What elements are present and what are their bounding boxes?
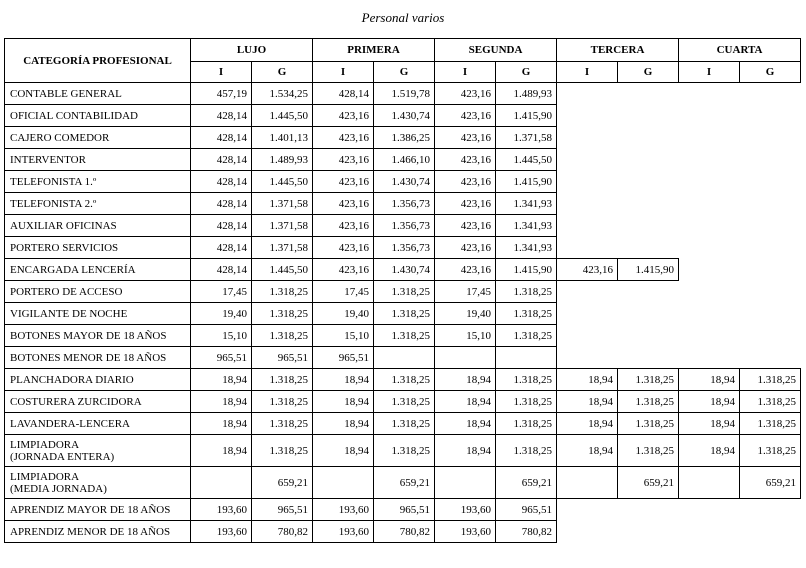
- category-label: PORTERO SERVICIOS: [10, 241, 119, 254]
- category-cell: [5, 521, 191, 543]
- header-group-cuarta: CUARTA: [679, 39, 801, 62]
- category-label: TELEFONISTA 2.º: [10, 197, 97, 210]
- category-cell: [5, 193, 191, 215]
- category-label: PLANCHADORA DIARIO: [10, 373, 134, 386]
- value-cell: [435, 347, 496, 369]
- value-cell: 193,60: [191, 499, 252, 521]
- value-cell: 1.318,25: [252, 369, 313, 391]
- value-cell: 423,16: [313, 149, 374, 171]
- category-label: LIMPIADORA: [10, 438, 80, 451]
- value-cell: 1.371,58: [252, 237, 313, 259]
- value-cell: 1.318,25: [496, 413, 557, 435]
- value-cell: 1.445,50: [496, 149, 557, 171]
- category-cell: [5, 325, 191, 347]
- value-cell: 18,94: [435, 413, 496, 435]
- empty-region: [557, 215, 801, 237]
- value-cell: 423,16: [435, 83, 496, 105]
- value-cell: 1.318,25: [496, 369, 557, 391]
- category-label: BOTONES MENOR DE 18 AÑOS: [10, 351, 167, 364]
- value-cell: 18,94: [435, 391, 496, 413]
- category-label: VIGILANTE DE NOCHE: [10, 307, 128, 320]
- table-row: [5, 215, 801, 237]
- category-cell: [5, 127, 191, 149]
- value-cell: 659,21: [496, 467, 557, 499]
- table-row: [5, 391, 801, 413]
- value-cell: 1.445,50: [252, 171, 313, 193]
- value-cell: 1.415,90: [496, 105, 557, 127]
- table-row: [5, 105, 801, 127]
- category-label: LAVANDERA-LENCERA: [10, 417, 130, 430]
- value-cell: 1.430,74: [374, 171, 435, 193]
- value-cell: [557, 467, 618, 499]
- value-cell: 1.371,58: [252, 215, 313, 237]
- value-cell: 1.318,25: [252, 281, 313, 303]
- value-cell: 1.318,25: [618, 413, 679, 435]
- value-cell: 1.371,58: [496, 127, 557, 149]
- value-cell: 428,14: [191, 237, 252, 259]
- value-cell: 1.356,73: [374, 193, 435, 215]
- value-cell: [679, 467, 740, 499]
- value-cell: 193,60: [313, 499, 374, 521]
- value-cell: 17,45: [435, 281, 496, 303]
- value-cell: 1.318,25: [374, 413, 435, 435]
- value-cell: 457,19: [191, 83, 252, 105]
- table-row: [5, 237, 801, 259]
- empty-region: [557, 193, 801, 215]
- value-cell: 423,16: [435, 193, 496, 215]
- value-cell: 18,94: [313, 369, 374, 391]
- header-group-primera: PRIMERA: [313, 39, 435, 62]
- category-cell: [5, 435, 191, 467]
- value-cell: [496, 347, 557, 369]
- table-row: [5, 467, 801, 499]
- value-cell: 1.318,25: [252, 413, 313, 435]
- value-cell: 423,16: [435, 105, 496, 127]
- value-cell: 965,51: [374, 499, 435, 521]
- value-cell: 18,94: [679, 435, 740, 467]
- table-row: [5, 499, 801, 521]
- value-cell: 18,94: [557, 391, 618, 413]
- value-cell: 423,16: [557, 259, 618, 281]
- value-cell: 1.318,25: [374, 435, 435, 467]
- category-cell: [5, 413, 191, 435]
- empty-region: [557, 237, 801, 259]
- value-cell: 18,94: [191, 391, 252, 413]
- value-cell: 18,94: [679, 369, 740, 391]
- value-cell: 428,14: [191, 127, 252, 149]
- value-cell: 15,10: [191, 325, 252, 347]
- table-row: [5, 435, 801, 467]
- category-cell: [5, 105, 191, 127]
- value-cell: 18,94: [313, 435, 374, 467]
- value-cell: 19,40: [191, 303, 252, 325]
- value-cell: 1.318,25: [374, 281, 435, 303]
- value-cell: 428,14: [191, 259, 252, 281]
- subheader-g: G: [740, 62, 801, 83]
- category-label: (JORNADA ENTERA): [10, 450, 115, 463]
- category-cell: [5, 259, 191, 281]
- category-label: LIMPIADORA: [10, 470, 80, 483]
- category-label: CAJERO COMEDOR: [10, 131, 110, 144]
- value-cell: 428,14: [191, 193, 252, 215]
- value-cell: 1.318,25: [618, 369, 679, 391]
- value-cell: 18,94: [313, 391, 374, 413]
- table-row: [5, 171, 801, 193]
- header-group-tercera: TERCERA: [557, 39, 679, 62]
- value-cell: [435, 467, 496, 499]
- value-cell: 1.445,50: [252, 105, 313, 127]
- value-cell: 1.318,25: [740, 413, 801, 435]
- table-row: [5, 193, 801, 215]
- value-cell: 423,16: [313, 171, 374, 193]
- empty-region: [557, 347, 801, 369]
- value-cell: 18,94: [191, 413, 252, 435]
- value-cell: 965,51: [252, 499, 313, 521]
- table-row: [5, 347, 801, 369]
- value-cell: 1.318,25: [740, 435, 801, 467]
- category-cell: [5, 303, 191, 325]
- value-cell: 1.318,25: [496, 303, 557, 325]
- value-cell: 1.356,73: [374, 237, 435, 259]
- subheader-i: I: [679, 62, 740, 83]
- subheader-i: I: [557, 62, 618, 83]
- table-caption: Personal varios: [361, 10, 445, 25]
- value-cell: 423,16: [435, 171, 496, 193]
- table-row: [5, 521, 801, 543]
- category-label: AUXILIAR OFICINAS: [10, 219, 117, 232]
- value-cell: 193,60: [313, 521, 374, 543]
- value-cell: [191, 467, 252, 499]
- category-label: APRENDIZ MAYOR DE 18 AÑOS: [10, 503, 171, 516]
- table-row: [5, 259, 801, 281]
- empty-region: [557, 499, 801, 521]
- value-cell: 1.318,25: [496, 435, 557, 467]
- empty-region: [557, 127, 801, 149]
- table-row: [5, 303, 801, 325]
- salary-table: [4, 38, 801, 543]
- value-cell: 423,16: [313, 105, 374, 127]
- value-cell: 428,14: [191, 171, 252, 193]
- empty-region: [557, 281, 801, 303]
- category-label: CONTABLE GENERAL: [10, 87, 122, 100]
- value-cell: 1.318,25: [740, 369, 801, 391]
- category-label: COSTURERA ZURCIDORA: [10, 395, 142, 408]
- value-cell: 1.318,25: [374, 369, 435, 391]
- value-cell: 428,14: [191, 105, 252, 127]
- subheader-i: I: [191, 62, 252, 83]
- value-cell: 423,16: [313, 193, 374, 215]
- value-cell: 1.430,74: [374, 105, 435, 127]
- value-cell: 1.534,25: [252, 83, 313, 105]
- value-cell: 423,16: [435, 215, 496, 237]
- table-row: [5, 325, 801, 347]
- value-cell: 1.318,25: [252, 325, 313, 347]
- category-cell: [5, 369, 191, 391]
- table-body: [5, 83, 801, 543]
- category-label: TELEFONISTA 1.º: [10, 175, 97, 188]
- empty-region: [557, 83, 801, 105]
- table-row: [5, 127, 801, 149]
- empty-region: [557, 303, 801, 325]
- value-cell: 1.341,93: [496, 237, 557, 259]
- value-cell: 965,51: [252, 347, 313, 369]
- value-cell: 18,94: [557, 413, 618, 435]
- empty-region: [557, 325, 801, 347]
- subheader-g: G: [496, 62, 557, 83]
- value-cell: 18,94: [313, 413, 374, 435]
- value-cell: 18,94: [435, 435, 496, 467]
- header-group-segunda: SEGUNDA: [435, 39, 557, 62]
- value-cell: 1.415,90: [496, 171, 557, 193]
- table-row: [5, 83, 801, 105]
- subheader-g: G: [252, 62, 313, 83]
- value-cell: 423,16: [435, 149, 496, 171]
- category-cell: [5, 149, 191, 171]
- value-cell: 659,21: [618, 467, 679, 499]
- value-cell: 1.318,25: [374, 325, 435, 347]
- value-cell: 423,16: [313, 215, 374, 237]
- value-cell: 428,14: [313, 83, 374, 105]
- table-row: [5, 281, 801, 303]
- category-label: BOTONES MAYOR DE 18 AÑOS: [10, 329, 167, 342]
- value-cell: 1.318,25: [252, 435, 313, 467]
- category-cell: [5, 237, 191, 259]
- value-cell: 428,14: [191, 215, 252, 237]
- subheader-g: G: [618, 62, 679, 83]
- value-cell: 965,51: [313, 347, 374, 369]
- value-cell: 1.318,25: [740, 391, 801, 413]
- value-cell: 1.318,25: [618, 391, 679, 413]
- value-cell: 1.489,93: [496, 83, 557, 105]
- value-cell: 1.318,25: [618, 435, 679, 467]
- table-row: [5, 149, 801, 171]
- value-cell: 18,94: [191, 369, 252, 391]
- category-label: APRENDIZ MENOR DE 18 AÑOS: [10, 525, 171, 538]
- value-cell: 1.401,13: [252, 127, 313, 149]
- value-cell: 1.318,25: [496, 281, 557, 303]
- value-cell: 193,60: [191, 521, 252, 543]
- value-cell: 18,94: [557, 369, 618, 391]
- value-cell: 423,16: [435, 127, 496, 149]
- value-cell: 965,51: [496, 499, 557, 521]
- value-cell: 1.318,25: [374, 391, 435, 413]
- value-cell: 423,16: [435, 237, 496, 259]
- value-cell: 965,51: [191, 347, 252, 369]
- value-cell: 1.341,93: [496, 193, 557, 215]
- value-cell: 659,21: [374, 467, 435, 499]
- value-cell: 18,94: [191, 435, 252, 467]
- category-label: PORTERO DE ACCESO: [10, 285, 123, 298]
- table-row: [5, 413, 801, 435]
- value-cell: 1.318,25: [374, 303, 435, 325]
- subheader-g: G: [374, 62, 435, 83]
- category-label: (MEDIA JORNADA): [10, 482, 107, 495]
- value-cell: 780,82: [374, 521, 435, 543]
- value-cell: 1.519,78: [374, 83, 435, 105]
- empty-region: [557, 105, 801, 127]
- header-category: CATEGORÍA PROFESIONAL: [5, 39, 191, 83]
- value-cell: 1.386,25: [374, 127, 435, 149]
- value-cell: 1.415,90: [618, 259, 679, 281]
- value-cell: 193,60: [435, 499, 496, 521]
- subheader-i: I: [435, 62, 496, 83]
- category-label: INTERVENTOR: [10, 153, 86, 166]
- value-cell: 17,45: [191, 281, 252, 303]
- category-cell: [5, 83, 191, 105]
- value-cell: 428,14: [191, 149, 252, 171]
- subheader-i: I: [313, 62, 374, 83]
- value-cell: 193,60: [435, 521, 496, 543]
- value-cell: 1.318,25: [252, 391, 313, 413]
- value-cell: 1.466,10: [374, 149, 435, 171]
- value-cell: 780,82: [496, 521, 557, 543]
- category-cell: [5, 347, 191, 369]
- value-cell: 19,40: [313, 303, 374, 325]
- value-cell: 659,21: [740, 467, 801, 499]
- value-cell: 1.356,73: [374, 215, 435, 237]
- category-label: ENCARGADA LENCERÍA: [10, 263, 136, 276]
- value-cell: 18,94: [435, 369, 496, 391]
- category-cell: [5, 391, 191, 413]
- value-cell: 423,16: [313, 237, 374, 259]
- category-cell: [5, 171, 191, 193]
- value-cell: 423,16: [435, 259, 496, 281]
- category-cell: [5, 499, 191, 521]
- value-cell: 1.318,25: [496, 325, 557, 347]
- category-cell: [5, 281, 191, 303]
- value-cell: 780,82: [252, 521, 313, 543]
- value-cell: 19,40: [435, 303, 496, 325]
- value-cell: 1.341,93: [496, 215, 557, 237]
- header-group-lujo: LUJO: [191, 39, 313, 62]
- category-cell: [5, 467, 191, 499]
- value-cell: 1.430,74: [374, 259, 435, 281]
- empty-region: [557, 171, 801, 193]
- value-cell: 1.318,25: [252, 303, 313, 325]
- value-cell: 1.445,50: [252, 259, 313, 281]
- empty-region: [679, 259, 801, 281]
- value-cell: 423,16: [313, 127, 374, 149]
- value-cell: 423,16: [313, 259, 374, 281]
- empty-region: [557, 521, 801, 543]
- table-row: [5, 369, 801, 391]
- value-cell: 18,94: [679, 391, 740, 413]
- value-cell: 659,21: [252, 467, 313, 499]
- value-cell: 1.371,58: [252, 193, 313, 215]
- category-label: OFICIAL CONTABILIDAD: [10, 109, 138, 122]
- category-cell: [5, 215, 191, 237]
- value-cell: 1.489,93: [252, 149, 313, 171]
- value-cell: 18,94: [679, 413, 740, 435]
- value-cell: 1.318,25: [496, 391, 557, 413]
- value-cell: [313, 467, 374, 499]
- empty-region: [557, 149, 801, 171]
- value-cell: [374, 347, 435, 369]
- value-cell: 15,10: [435, 325, 496, 347]
- value-cell: 1.415,90: [496, 259, 557, 281]
- value-cell: 17,45: [313, 281, 374, 303]
- value-cell: 15,10: [313, 325, 374, 347]
- value-cell: 18,94: [557, 435, 618, 467]
